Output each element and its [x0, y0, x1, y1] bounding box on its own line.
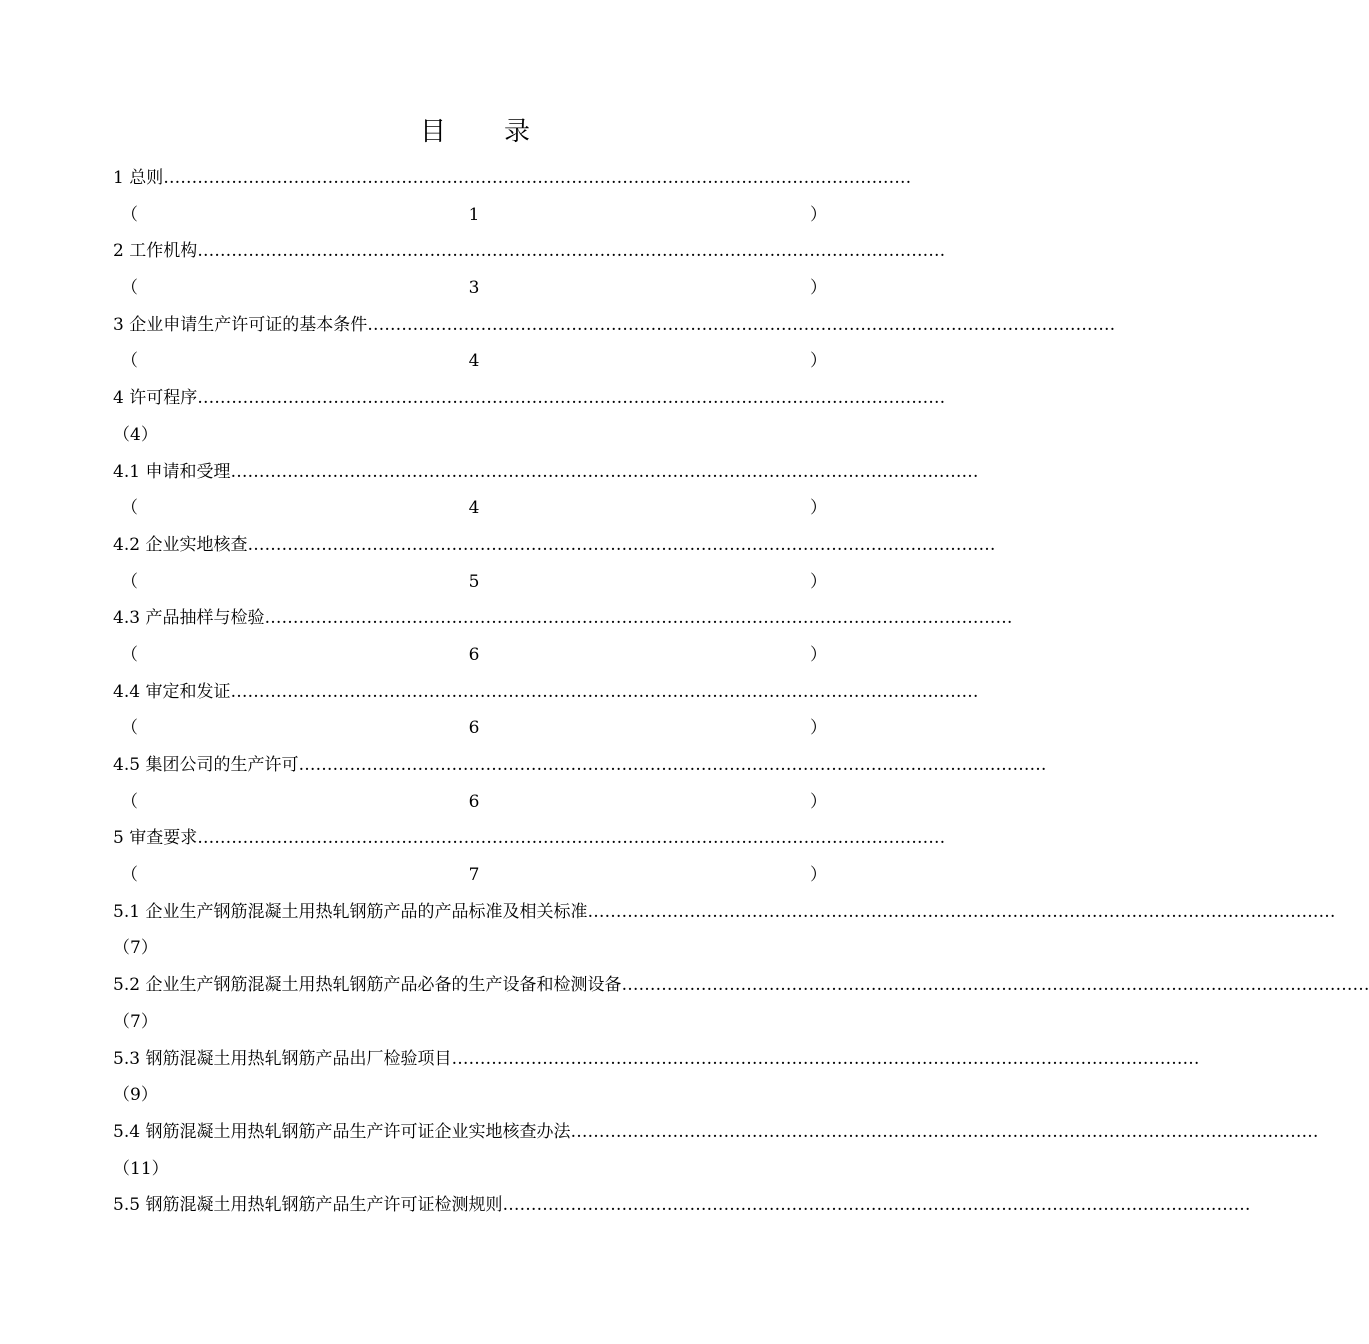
toc-dot-leader: ……………………………………………………………………………………………………………………	[163, 168, 912, 188]
toc-page-number-line	[113, 490, 835, 527]
toc-entry-label: 4.1 申请和受理	[113, 461, 231, 482]
toc-entry-label: 5.4 钢筋混凝土用热轧钢筋产品生产许可证企业实地核查办法	[113, 1121, 571, 1142]
toc-entry-line[interactable]	[113, 307, 1116, 344]
toc-page-paren-close: ）	[809, 865, 827, 886]
toc-page-paren-open: （	[121, 278, 138, 299]
toc-entry-line[interactable]	[113, 1041, 1200, 1078]
toc-entry-line[interactable]	[113, 160, 912, 197]
toc-page-paren-open: （	[121, 571, 138, 592]
toc-page-paren-close: ）	[809, 204, 827, 225]
toc-page-paren-close: ）	[809, 718, 827, 739]
toc-entry-label: 2 工作机构	[113, 241, 198, 262]
toc-entry-label: 4.2 企业实地核查	[113, 534, 248, 555]
toc-page-paren-close: ）	[809, 498, 827, 519]
toc-page-paren-open: （	[121, 718, 138, 739]
toc-entry-line[interactable]	[113, 820, 946, 857]
toc-entry-label: 4 许可程序	[113, 388, 198, 409]
toc-page-number: 6	[468, 644, 480, 665]
toc-page-paren-open: （	[121, 791, 138, 812]
toc-dot-leader: ……………………………………………………………………………………………………………………	[367, 314, 1116, 335]
toc-page-paren-close: ）	[809, 571, 827, 592]
toc-page-paren-open: （	[121, 498, 138, 519]
toc-page-number: 5	[468, 571, 480, 592]
toc-entry-line[interactable]	[113, 894, 1336, 931]
toc-page-paren-close: ）	[809, 351, 827, 372]
toc-page-number-line	[113, 637, 835, 674]
toc-dot-leader: ……………………………………………………………………………………………………………………	[197, 241, 946, 262]
toc-entry-label: 5.3 钢筋混凝土用热轧钢筋产品出厂检验项目	[113, 1048, 452, 1069]
toc-page-number: 4	[468, 498, 480, 519]
toc-page-number: 4	[468, 351, 480, 372]
toc-entry-label: 4.4 审定和发证	[113, 681, 231, 702]
toc-dot-leader: ……………………………………………………………………………………………………………………	[197, 388, 946, 409]
toc-dot-leader: ……………………………………………………………………………………………………………………	[247, 534, 996, 555]
toc-dot-leader: ……………………………………………………………………………………………………………………	[502, 1195, 1251, 1216]
toc-title-char-1: 目	[419, 117, 446, 147]
table-of-contents	[113, 160, 1369, 1224]
toc-dot-leader: ……………………………………………………………………………………………………………………	[570, 1121, 1319, 1142]
toc-entry-label: 5.2 企业生产钢筋混凝土用热轧钢筋产品必备的生产设备和检测设备	[113, 975, 622, 996]
toc-dot-leader: ……………………………………………………………………………………………………………………	[230, 461, 979, 482]
toc-page-number-line	[113, 270, 835, 307]
toc-page-number: （4）	[113, 424, 158, 445]
toc-page-number: （9）	[113, 1085, 158, 1106]
toc-page-number: 1	[468, 204, 480, 225]
toc-dot-leader: ……………………………………………………………………………………………………………………	[298, 755, 1047, 775]
toc-entry-label: 5.1 企业生产钢筋混凝土用热轧钢筋产品的产品标准及相关标准	[113, 901, 588, 922]
toc-dot-leader: ……………………………………………………………………………………………………………………	[587, 901, 1336, 922]
toc-page-number-line	[113, 343, 835, 380]
toc-page-paren-close: ）	[809, 644, 827, 665]
toc-dot-leader: ……………………………………………………………………………………………………………………	[451, 1048, 1200, 1069]
toc-page-number: 6	[468, 791, 480, 812]
toc-page-number: 3	[468, 278, 480, 299]
toc-page-number-line	[113, 857, 835, 894]
toc-entry-line[interactable]	[113, 600, 1013, 637]
toc-dot-leader: ……………………………………………………………………………………………………………………	[197, 828, 946, 849]
toc-page-number-line	[113, 784, 835, 821]
toc-page-paren-open: （	[121, 351, 138, 372]
toc-page-number: 6	[468, 718, 480, 739]
toc-entry-line[interactable]	[113, 454, 979, 491]
toc-entry-line[interactable]	[113, 1114, 1319, 1151]
toc-entry-line[interactable]	[113, 527, 996, 564]
toc-page-paren-close: ）	[809, 791, 827, 812]
toc-page-paren-open: （	[121, 204, 138, 225]
toc-entry-label: 3 企业申请生产许可证的基本条件	[113, 314, 368, 335]
toc-entry-line[interactable]	[113, 674, 979, 711]
toc-page-number: （7）	[113, 1011, 158, 1032]
toc-entry-line[interactable]	[113, 747, 1047, 784]
toc-page-number: （7）	[113, 938, 158, 959]
toc-page-paren-close: ）	[809, 278, 827, 299]
toc-page-number-line	[113, 710, 835, 747]
toc-entry-label: 4.3 产品抽样与检验	[113, 608, 265, 629]
toc-page-number-line	[113, 197, 835, 234]
toc-page-paren-open: （	[121, 865, 138, 886]
toc-entry-line[interactable]	[113, 233, 946, 270]
toc-entry-label: 1 总则	[113, 168, 164, 188]
toc-page-number-line	[113, 564, 835, 601]
toc-entry-label: 5.5 钢筋混凝土用热轧钢筋产品生产许可证检测规则	[113, 1195, 503, 1216]
toc-entry-line[interactable]	[113, 380, 946, 417]
toc-page-number: 7	[468, 865, 480, 886]
toc-entry-label: 5 审查要求	[113, 828, 198, 849]
toc-entry-line[interactable]	[113, 1187, 1251, 1224]
toc-entry-label: 4.5 集团公司的生产许可	[113, 755, 299, 775]
toc-page-number: （11）	[113, 1158, 169, 1179]
toc-entry-line[interactable]	[113, 967, 1369, 1004]
toc-page-paren-open: （	[121, 644, 138, 665]
toc-title-char-2: 录	[504, 117, 531, 147]
toc-dot-leader: ……………………………………………………………………………………………………………………	[230, 681, 979, 702]
toc-dot-leader: ……………………………………………………………………………………………………………………	[264, 608, 1013, 629]
toc-title	[0, 112, 950, 152]
toc-dot-leader: ……………………………………………………………………………………………………………………	[621, 975, 1369, 996]
